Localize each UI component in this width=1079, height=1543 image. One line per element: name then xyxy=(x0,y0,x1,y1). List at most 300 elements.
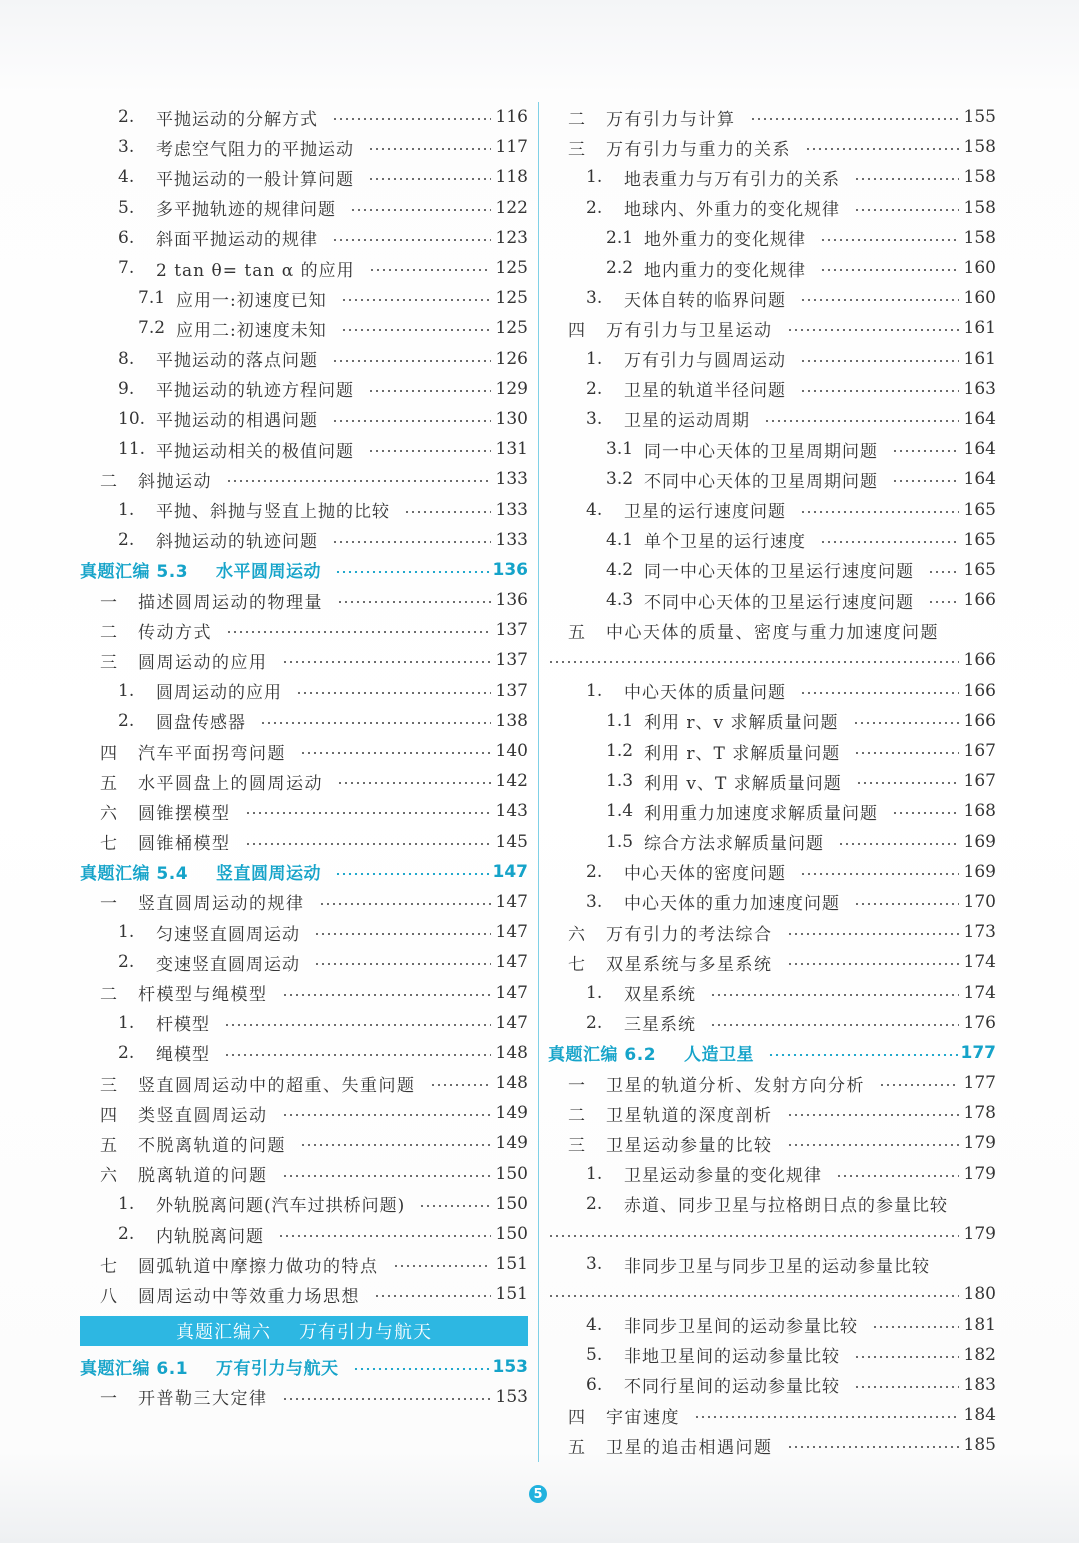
entry-title: 利用 r、T 求解质量问题 xyxy=(644,743,841,764)
page-ref: 149 xyxy=(495,1133,528,1154)
toc-entry[interactable] xyxy=(548,253,996,283)
dot-leader xyxy=(800,692,959,694)
entry-title: 不同行星间的运动参量比较 xyxy=(624,1377,840,1398)
entry-title: 地外重力的变化规律 xyxy=(644,230,806,251)
toc-entry[interactable] xyxy=(80,1159,528,1189)
page-ref: 174 xyxy=(963,952,996,973)
dot-leader xyxy=(872,1326,959,1328)
page-ref: 150 xyxy=(495,1193,528,1214)
page-ref: 148 xyxy=(495,1042,528,1063)
entry-title: 竖直圆周运动 xyxy=(216,864,322,885)
page-ref: 180 xyxy=(963,1284,996,1305)
dot-leader xyxy=(548,661,959,663)
entry-number: 5. xyxy=(586,1344,603,1365)
toc-entry[interactable] xyxy=(80,1068,528,1098)
toc-entry[interactable] xyxy=(548,796,996,826)
dot-leader xyxy=(928,601,959,603)
entry-number: 1. xyxy=(586,348,603,369)
entry-number: 一 xyxy=(568,1075,585,1096)
dot-leader xyxy=(800,360,959,362)
entry-number: 三 xyxy=(568,1135,585,1156)
entry-title: 杆模型 xyxy=(156,1015,210,1036)
column-divider xyxy=(538,102,539,1462)
chapter-code: 真题汇编六 xyxy=(176,1321,271,1343)
dot-leader xyxy=(854,903,959,905)
entry-title: 绳模型 xyxy=(156,1045,210,1066)
dot-leader xyxy=(368,148,491,150)
toc-entry[interactable] xyxy=(80,253,528,283)
dot-leader xyxy=(768,1054,957,1056)
page-ref: 147 xyxy=(492,861,528,882)
dot-leader xyxy=(260,722,491,724)
entry-number: 1. xyxy=(586,167,603,188)
entry-title: 圆周运动的应用 xyxy=(156,683,282,704)
entry-number: 五 xyxy=(100,773,117,794)
toc-entry[interactable] xyxy=(80,1008,528,1038)
page-ref: 142 xyxy=(495,771,528,792)
entry-title: 不脱离轨道的问题 xyxy=(138,1135,286,1156)
chapter-title: 万有引力与航天 xyxy=(299,1321,432,1343)
toc-entry[interactable] xyxy=(548,857,996,887)
entry-title: 开普勒三大定律 xyxy=(138,1389,268,1410)
toc-entry[interactable] xyxy=(548,494,996,524)
dot-leader xyxy=(764,420,959,422)
toc-entry[interactable] xyxy=(548,1189,996,1219)
toc-entry[interactable] xyxy=(548,1400,996,1430)
dot-leader xyxy=(805,148,959,150)
toc-entry[interactable] xyxy=(80,1038,528,1068)
page-ref: 147 xyxy=(495,952,528,973)
entry-title: 内轨脱离问题 xyxy=(156,1226,264,1247)
toc-left-column xyxy=(80,102,528,1412)
toc-entry[interactable] xyxy=(548,162,996,192)
toc-entry[interactable] xyxy=(548,766,996,796)
dot-leader xyxy=(374,1295,491,1297)
entry-number: 四 xyxy=(568,320,585,341)
dot-leader xyxy=(430,1084,492,1086)
entry-title: 单个卫星的运行速度 xyxy=(644,532,806,553)
page-ref: 140 xyxy=(495,741,528,762)
entry-title: 地球内、外重力的变化规律 xyxy=(624,200,840,221)
dot-leader xyxy=(854,1356,959,1358)
entry-title: 三星系统 xyxy=(624,1015,696,1036)
entry-title: 利用重力加速度求解质量问题 xyxy=(644,803,878,824)
toc-entry[interactable] xyxy=(548,1279,996,1309)
entry-number: 4.2 xyxy=(606,559,634,580)
toc-entry[interactable] xyxy=(548,1219,996,1249)
toc-entry[interactable] xyxy=(548,1249,996,1279)
page-number-badge: 5 xyxy=(529,1485,547,1503)
toc-entry[interactable] xyxy=(548,525,996,555)
dot-leader xyxy=(282,994,492,996)
dot-leader xyxy=(710,994,959,996)
page-ref: 183 xyxy=(963,1374,996,1395)
toc-entry[interactable] xyxy=(548,977,996,1007)
toc-entry[interactable] xyxy=(80,1098,528,1128)
toc-entry[interactable] xyxy=(80,947,528,977)
toc-entry[interactable] xyxy=(548,374,996,404)
dot-leader xyxy=(853,722,959,724)
toc-entry[interactable] xyxy=(548,615,996,645)
entry-number: 1.4 xyxy=(606,801,634,822)
entry-title: 斜面平抛运动的规律 xyxy=(156,230,318,251)
entry-title: 平抛运动的一般计算问题 xyxy=(156,169,354,190)
toc-entry[interactable] xyxy=(80,585,528,615)
toc-entry[interactable] xyxy=(80,464,528,494)
toc-entry[interactable] xyxy=(548,887,996,917)
entry-title: 双星系统 xyxy=(624,985,696,1006)
toc-entry[interactable] xyxy=(80,736,528,766)
toc-entry[interactable] xyxy=(548,344,996,374)
page-ref: 116 xyxy=(495,107,528,128)
dot-leader xyxy=(335,571,489,573)
page-ref: 166 xyxy=(963,680,996,701)
entry-number: 4. xyxy=(118,167,135,188)
page-ref: 173 xyxy=(963,922,996,943)
page-ref: 179 xyxy=(963,1224,996,1245)
entry-title: 中心天体的质量问题 xyxy=(624,683,786,704)
dot-leader xyxy=(892,812,959,814)
toc-entry[interactable] xyxy=(80,1189,528,1219)
entry-title: 万有引力与重力的关系 xyxy=(606,139,791,160)
toc-entry[interactable] xyxy=(80,706,528,736)
entry-number: 2. xyxy=(586,1193,603,1214)
toc-entry[interactable] xyxy=(548,464,996,494)
entry-title: 平抛运动的相遇问题 xyxy=(156,411,318,432)
toc-section-heading[interactable] xyxy=(80,555,528,585)
page-ref: 151 xyxy=(495,1254,528,1275)
entry-title: 圆锥桶模型 xyxy=(138,834,231,855)
entry-title: 2 tan θ= tan α 的应用 xyxy=(156,260,355,281)
page-ref: 125 xyxy=(495,258,528,279)
toc-entry[interactable] xyxy=(548,585,996,615)
toc-entry[interactable] xyxy=(80,1249,528,1279)
toc-entry[interactable] xyxy=(548,1310,996,1340)
dot-leader xyxy=(800,390,959,392)
dot-leader xyxy=(393,1265,492,1267)
entry-title: 中心天体的重力加速度问题 xyxy=(624,894,840,915)
entry-number: 7.1 xyxy=(138,288,166,309)
dot-leader xyxy=(710,1024,959,1026)
entry-title: 非地卫星间的运动参量比较 xyxy=(624,1347,840,1368)
dot-leader xyxy=(820,269,959,271)
toc-entry[interactable] xyxy=(548,1430,996,1460)
toc-entry[interactable] xyxy=(548,1098,996,1128)
toc-entry[interactable] xyxy=(548,1370,996,1400)
entry-number: 三 xyxy=(568,139,585,160)
page-ref: 125 xyxy=(495,288,528,309)
page-ref: 166 xyxy=(963,590,996,611)
entry-title: 万有引力与计算 xyxy=(606,109,736,130)
entry-title: 外轨脱离问题(汽车过拱桥问题) xyxy=(156,1196,406,1217)
toc-entry[interactable] xyxy=(548,827,996,857)
toc-entry[interactable] xyxy=(548,917,996,947)
page-ref: 125 xyxy=(495,318,528,339)
section-code: 真题汇编 6.1 xyxy=(80,1359,189,1380)
toc-entry[interactable] xyxy=(548,736,996,766)
toc-entry[interactable] xyxy=(548,1159,996,1189)
toc-entry[interactable] xyxy=(548,706,996,736)
page-ref: 165 xyxy=(963,559,996,580)
entry-number: 1. xyxy=(118,1012,135,1033)
entry-number: 四 xyxy=(100,743,117,764)
dot-leader xyxy=(224,1024,491,1026)
toc-entry[interactable] xyxy=(80,887,528,917)
page-ref: 167 xyxy=(963,771,996,792)
toc-entry[interactable] xyxy=(548,555,996,585)
page-ref: 160 xyxy=(963,258,996,279)
toc-entry[interactable] xyxy=(80,162,528,192)
entry-number: 2. xyxy=(118,952,135,973)
entry-title: 脱离轨道的问题 xyxy=(138,1166,268,1187)
dot-leader xyxy=(368,450,491,452)
entry-title: 卫星的运行速度问题 xyxy=(624,502,786,523)
dot-leader xyxy=(319,903,492,905)
entry-number: 七 xyxy=(100,834,117,855)
entry-number: 五 xyxy=(568,1437,585,1458)
page-ref: 166 xyxy=(963,710,996,731)
toc-entry[interactable] xyxy=(548,193,996,223)
entry-number: 二 xyxy=(568,109,585,130)
entry-number: 3. xyxy=(586,408,603,429)
page-ref: 167 xyxy=(963,741,996,762)
entry-number: 10. xyxy=(118,408,146,429)
toc-entry[interactable] xyxy=(80,615,528,645)
page-ref: 163 xyxy=(963,378,996,399)
entry-number: 1. xyxy=(118,680,135,701)
toc-entry[interactable] xyxy=(80,404,528,434)
toc-entry[interactable] xyxy=(548,102,996,132)
entry-number: 一 xyxy=(100,1389,117,1410)
dot-leader xyxy=(750,118,960,120)
entry-title: 中心天体的质量、密度与重力加速度问题 xyxy=(606,622,939,643)
toc-entry[interactable] xyxy=(80,193,528,223)
entry-number: 2. xyxy=(586,378,603,399)
entry-title: 竖直圆周运动的规律 xyxy=(138,894,305,915)
page-ref: 161 xyxy=(963,348,996,369)
entry-title: 卫星运动参量的比较 xyxy=(606,1135,773,1156)
entry-number: 七 xyxy=(568,954,585,975)
entry-number: 1. xyxy=(118,1193,135,1214)
entry-number: 3.2 xyxy=(606,469,634,490)
toc-section-heading[interactable] xyxy=(80,857,528,887)
page-ref: 138 xyxy=(495,710,528,731)
toc-entry[interactable] xyxy=(80,676,528,706)
dot-leader xyxy=(226,480,491,482)
toc-entry[interactable] xyxy=(548,1340,996,1370)
entry-number: 3. xyxy=(586,1254,603,1275)
page-ref: 147 xyxy=(495,922,528,943)
entry-title: 同一中心天体的卫星运行速度问题 xyxy=(644,562,914,583)
dot-leader xyxy=(854,752,959,754)
dot-leader xyxy=(332,420,491,422)
toc-entry[interactable] xyxy=(80,766,528,796)
dot-leader xyxy=(353,1368,490,1370)
entry-title: 水平圆周运动 xyxy=(216,562,322,583)
entry-title: 非同步卫星间的运动参量比较 xyxy=(624,1317,858,1338)
entry-number: 1.3 xyxy=(606,771,634,792)
entry-title: 卫星的运动周期 xyxy=(624,411,750,432)
toc-entry[interactable] xyxy=(80,1128,528,1158)
entry-number: 2. xyxy=(586,197,603,218)
entry-number: 11. xyxy=(118,439,146,460)
toc-entry[interactable] xyxy=(80,796,528,826)
toc-entry[interactable] xyxy=(80,917,528,947)
dot-leader xyxy=(787,1114,960,1116)
toc-section-heading[interactable] xyxy=(80,1352,528,1382)
entry-number: 四 xyxy=(568,1407,585,1428)
entry-number: 一 xyxy=(100,592,117,613)
entry-number: 1. xyxy=(118,922,135,943)
page-ref: 153 xyxy=(492,1356,528,1377)
page-ref: 130 xyxy=(495,408,528,429)
page-ref: 133 xyxy=(495,529,528,550)
toc-entry[interactable] xyxy=(80,344,528,374)
dot-leader xyxy=(332,360,491,362)
page-ref: 174 xyxy=(963,982,996,1003)
page-ref: 177 xyxy=(963,1073,996,1094)
page-ref: 165 xyxy=(963,529,996,550)
entry-number: 9. xyxy=(118,378,135,399)
entry-title: 天体自转的临界问题 xyxy=(624,290,786,311)
dot-leader xyxy=(836,1175,959,1177)
page-ref: 169 xyxy=(963,831,996,852)
page-ref: 168 xyxy=(963,801,996,822)
dot-leader xyxy=(368,390,491,392)
toc-entry[interactable] xyxy=(548,1068,996,1098)
dot-leader xyxy=(335,873,489,875)
dot-leader xyxy=(224,1054,491,1056)
entry-title: 水平圆盘上的圆周运动 xyxy=(138,773,323,794)
toc-entry[interactable] xyxy=(80,223,528,253)
toc-entry[interactable] xyxy=(80,102,528,132)
page-ref: 147 xyxy=(495,891,528,912)
page-ref: 158 xyxy=(963,197,996,218)
dot-leader xyxy=(820,239,959,241)
entry-number: 1. xyxy=(586,680,603,701)
toc-entry[interactable] xyxy=(548,1008,996,1038)
toc-entry[interactable] xyxy=(80,1279,528,1309)
dot-leader xyxy=(226,631,491,633)
page-ref: 137 xyxy=(495,650,528,671)
entry-title: 平抛、斜抛与竖直上抛的比较 xyxy=(156,502,390,523)
page-ref: 137 xyxy=(495,620,528,641)
entry-number: 六 xyxy=(100,803,117,824)
entry-title: 圆周运动的应用 xyxy=(138,652,268,673)
dot-leader xyxy=(892,480,959,482)
entry-title: 综合方法求解质量问题 xyxy=(644,834,824,855)
toc-entry[interactable] xyxy=(548,676,996,706)
toc-entry[interactable] xyxy=(80,313,528,343)
page-ref: 145 xyxy=(495,831,528,852)
toc-entry[interactable] xyxy=(548,132,996,162)
toc-entry[interactable] xyxy=(80,434,528,464)
page-ref: 133 xyxy=(495,469,528,490)
toc-entry[interactable] xyxy=(80,645,528,675)
page-ref: 170 xyxy=(963,891,996,912)
dot-leader xyxy=(800,511,959,513)
toc-entry[interactable] xyxy=(548,1128,996,1158)
entry-number: 2.2 xyxy=(606,258,634,279)
toc-entry[interactable] xyxy=(548,404,996,434)
page-ref: 165 xyxy=(963,499,996,520)
dot-leader xyxy=(404,511,491,513)
entry-title: 卫星轨道的深度剖析 xyxy=(606,1105,773,1126)
toc-entry[interactable] xyxy=(80,374,528,404)
toc-entry[interactable] xyxy=(80,1382,528,1412)
toc-entry[interactable] xyxy=(80,283,528,313)
page-ref: 181 xyxy=(963,1314,996,1335)
toc-entry[interactable] xyxy=(80,1219,528,1249)
dot-leader xyxy=(350,209,491,211)
toc-entry[interactable] xyxy=(548,313,996,343)
entry-number: 8. xyxy=(118,348,135,369)
entry-title: 地内重力的变化规律 xyxy=(644,260,806,281)
entry-number: 4.3 xyxy=(606,590,634,611)
toc-entry[interactable] xyxy=(548,947,996,977)
entry-number: 三 xyxy=(100,652,117,673)
page-ref: 160 xyxy=(963,288,996,309)
page-ref: 164 xyxy=(963,408,996,429)
toc-section-heading[interactable] xyxy=(548,1038,996,1068)
entry-number: 二 xyxy=(100,985,117,1006)
entry-number: 5. xyxy=(118,197,135,218)
entry-number: 4.1 xyxy=(606,529,634,550)
entry-number: 3.1 xyxy=(606,439,634,460)
toc-entry[interactable] xyxy=(548,434,996,464)
toc-entry[interactable] xyxy=(80,494,528,524)
dot-leader xyxy=(548,1295,959,1297)
entry-number: 2. xyxy=(118,710,135,731)
entry-number: 7. xyxy=(118,258,135,279)
dot-leader xyxy=(820,541,959,543)
dot-leader xyxy=(341,329,491,331)
entry-title: 平抛运动的分解方式 xyxy=(156,109,318,130)
dot-leader xyxy=(337,601,491,603)
entry-number: 2. xyxy=(118,107,135,128)
dot-leader xyxy=(282,1398,492,1400)
dot-leader xyxy=(245,843,492,845)
dot-leader xyxy=(300,752,491,754)
section-code: 真题汇编 6.2 xyxy=(548,1045,657,1066)
toc-entry[interactable] xyxy=(80,827,528,857)
page-ref: 149 xyxy=(495,1103,528,1124)
toc-entry[interactable] xyxy=(80,977,528,1007)
entry-number: 3. xyxy=(586,288,603,309)
dot-leader xyxy=(694,1416,959,1418)
toc-entry[interactable] xyxy=(548,645,996,675)
toc-entry[interactable] xyxy=(548,223,996,253)
entry-number: 五 xyxy=(100,1135,117,1156)
page-ref: 158 xyxy=(963,227,996,248)
entry-number: 二 xyxy=(568,1105,585,1126)
entry-number: 七 xyxy=(100,1256,117,1277)
page-ref: 158 xyxy=(963,167,996,188)
dot-leader xyxy=(332,541,491,543)
entry-title: 卫星的轨道分析、发射方向分析 xyxy=(606,1075,865,1096)
dot-leader xyxy=(368,178,491,180)
toc-entry[interactable] xyxy=(80,525,528,555)
entry-title: 宇宙速度 xyxy=(606,1407,680,1428)
dot-leader xyxy=(300,1144,491,1146)
entry-title: 赤道、同步卫星与拉格朗日点的参量比较 xyxy=(624,1196,948,1217)
dot-leader xyxy=(548,1235,959,1237)
toc-entry[interactable] xyxy=(548,283,996,313)
entry-number: 2.1 xyxy=(606,227,634,248)
entry-title: 圆锥摆模型 xyxy=(138,803,231,824)
toc-entry[interactable] xyxy=(80,132,528,162)
page-ref: 166 xyxy=(963,650,996,671)
